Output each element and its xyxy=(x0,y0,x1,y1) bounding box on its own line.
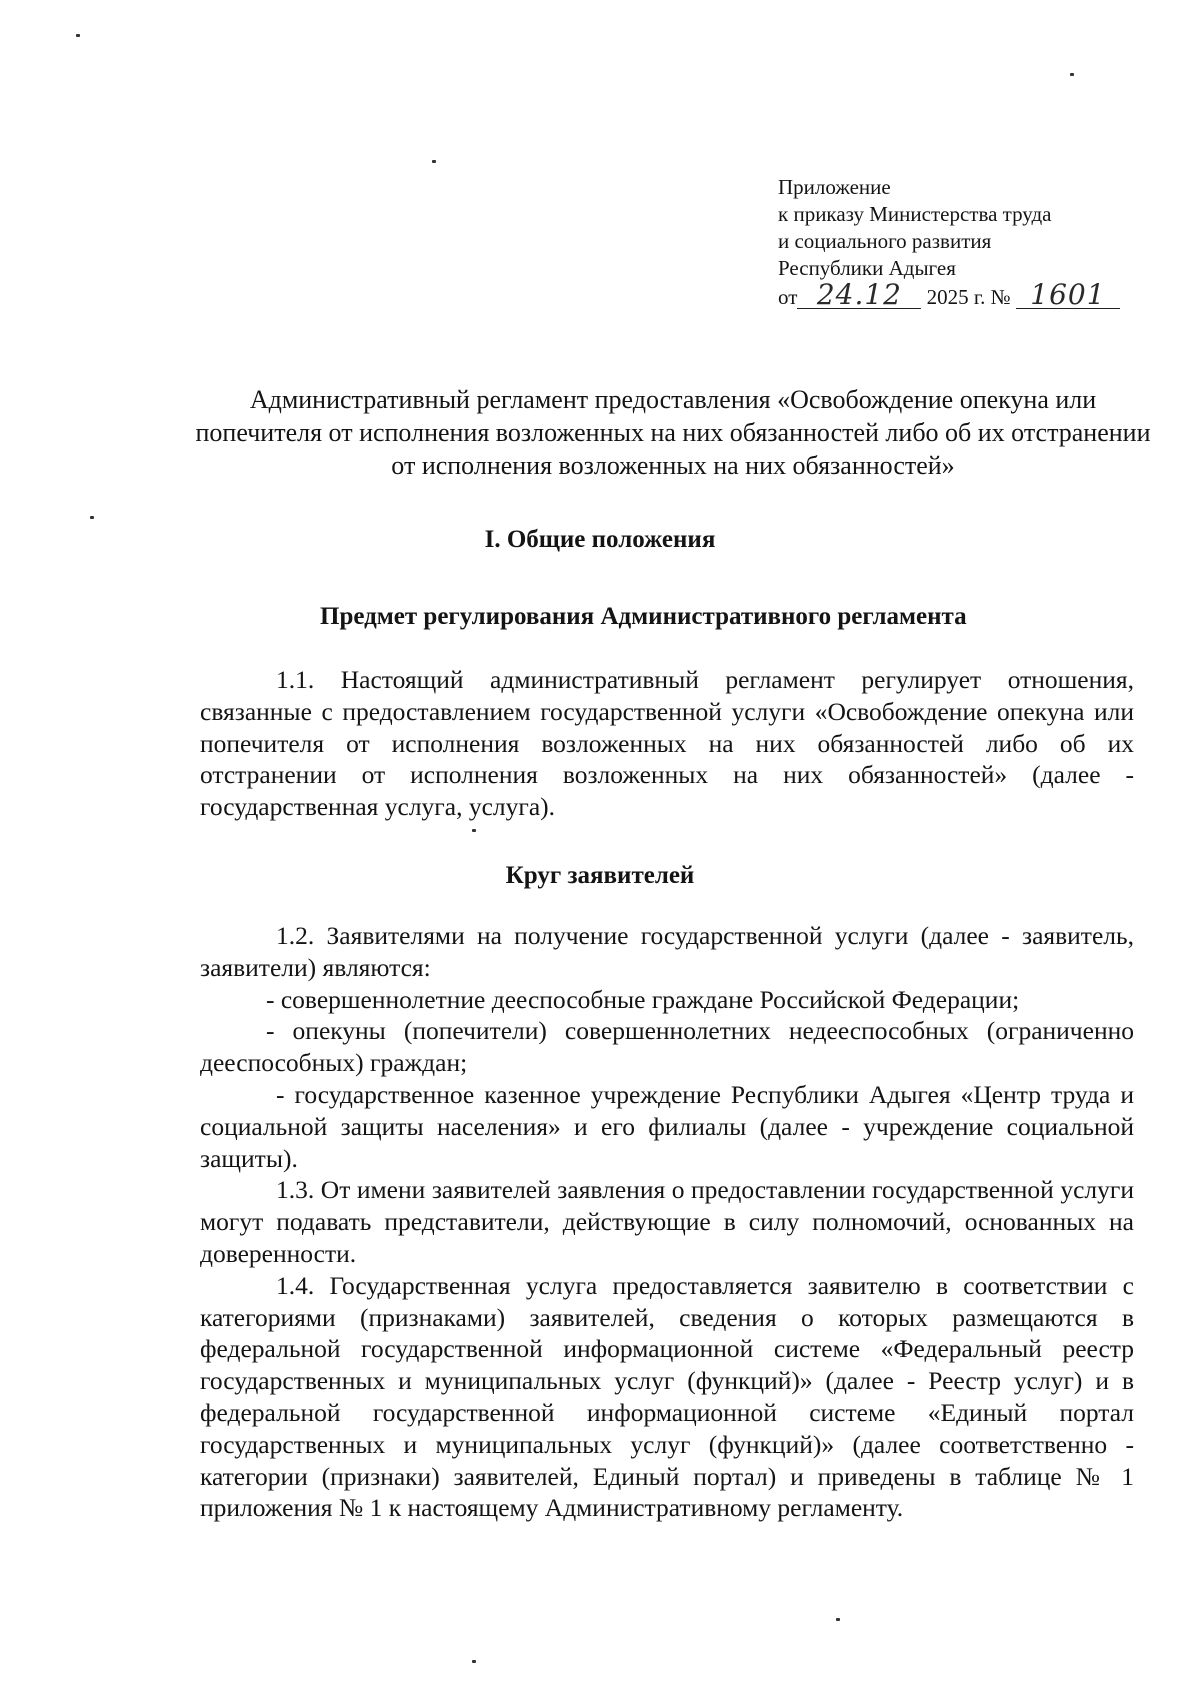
scan-speck xyxy=(90,516,94,519)
subsection-heading: Предмет регулирования Административного регламента xyxy=(320,603,967,630)
handwritten-date: 24.12 xyxy=(797,282,921,309)
appendix-line: Приложение xyxy=(778,175,891,199)
list-item: - совершеннолетние дееспособные граждане Российской Федерации; xyxy=(266,984,1020,1014)
appendix-date-line xyxy=(778,278,1158,311)
paragraph-1-2: 1.2. Заявителями на получение государственной услуги (далее - заявитель, заявители) являются: xyxy=(200,921,1134,982)
handwritten-number: 1601 xyxy=(1016,282,1120,309)
paragraph-block-1 xyxy=(200,664,1134,823)
scan-speck xyxy=(472,829,476,832)
list-item: - государственное казенное учреждение Республики Адыгея «Центр труда и социальной защиты населения» и его филиалы (далее - учреждение социальной защиты). xyxy=(200,1079,1134,1173)
list-item: - опекуны (попечители) совершеннолетних недееспособных (ограниченно дееспособных) граждан; xyxy=(200,1016,1134,1078)
appendix-line: к приказу Министерства труда xyxy=(778,202,1052,226)
applicants-heading: Круг заявителей xyxy=(505,862,695,889)
appendix-line: и социального развития xyxy=(778,229,992,253)
scan-speck xyxy=(836,1618,840,1621)
scan-speck xyxy=(76,34,80,37)
date-prefix: от xyxy=(778,285,798,309)
appendix-block xyxy=(778,174,1158,311)
year-text: 2025 г. № xyxy=(926,285,1011,309)
paragraph-1-4: 1.4. Государственная услуга предоставляется заявителю в соответствии с категориями (признаками) заявителей, сведения о которых размещаются в федеральной государственной информационной системе «Федеральный реестр государственных и муниципальных услуг (функций)» (далее - Реестр услуг) и в федеральной государственной информационной системе «Единый портал государственных и муниципальных услуг (функций)» (далее соответственно - категории (признаки) заявителей, Единый портал) и приведены в таблице № 1 приложения № 1 к настоящему Административному регламенту. xyxy=(200,1270,1134,1523)
appendix-line: Республики Адыгея xyxy=(778,256,956,280)
document-title: Административный регламент предоставления «Освобождение опекуна или попечителя от исполнения возложенных на них обязанностей либо об их отстранении от исполнения возложенных на них обязанностей» xyxy=(195,385,1151,480)
scan-speck xyxy=(1070,73,1074,76)
scan-speck xyxy=(432,160,436,163)
section-heading: I. Общие положения xyxy=(484,526,716,553)
paragraph-1-3: 1.3. От имени заявителей заявления о предоставлении государственной услуги могут подавать представители, действующие в силу полномочий, основанных на доверенности. xyxy=(200,1175,1134,1268)
paragraph-1-1: 1.1. Настоящий административный регламент регулирует отношения, связанные с предоставлением государственной услуги «Освобождение опекуна или попечителя от исполнения возложенных на них обязанностей либо об их отстранении от исполнения возложенных на них обязанностей» (далее - государственная услуга, услуга). xyxy=(200,665,1134,822)
scan-speck xyxy=(472,1660,476,1663)
paragraph-block-2 xyxy=(200,920,1134,1524)
